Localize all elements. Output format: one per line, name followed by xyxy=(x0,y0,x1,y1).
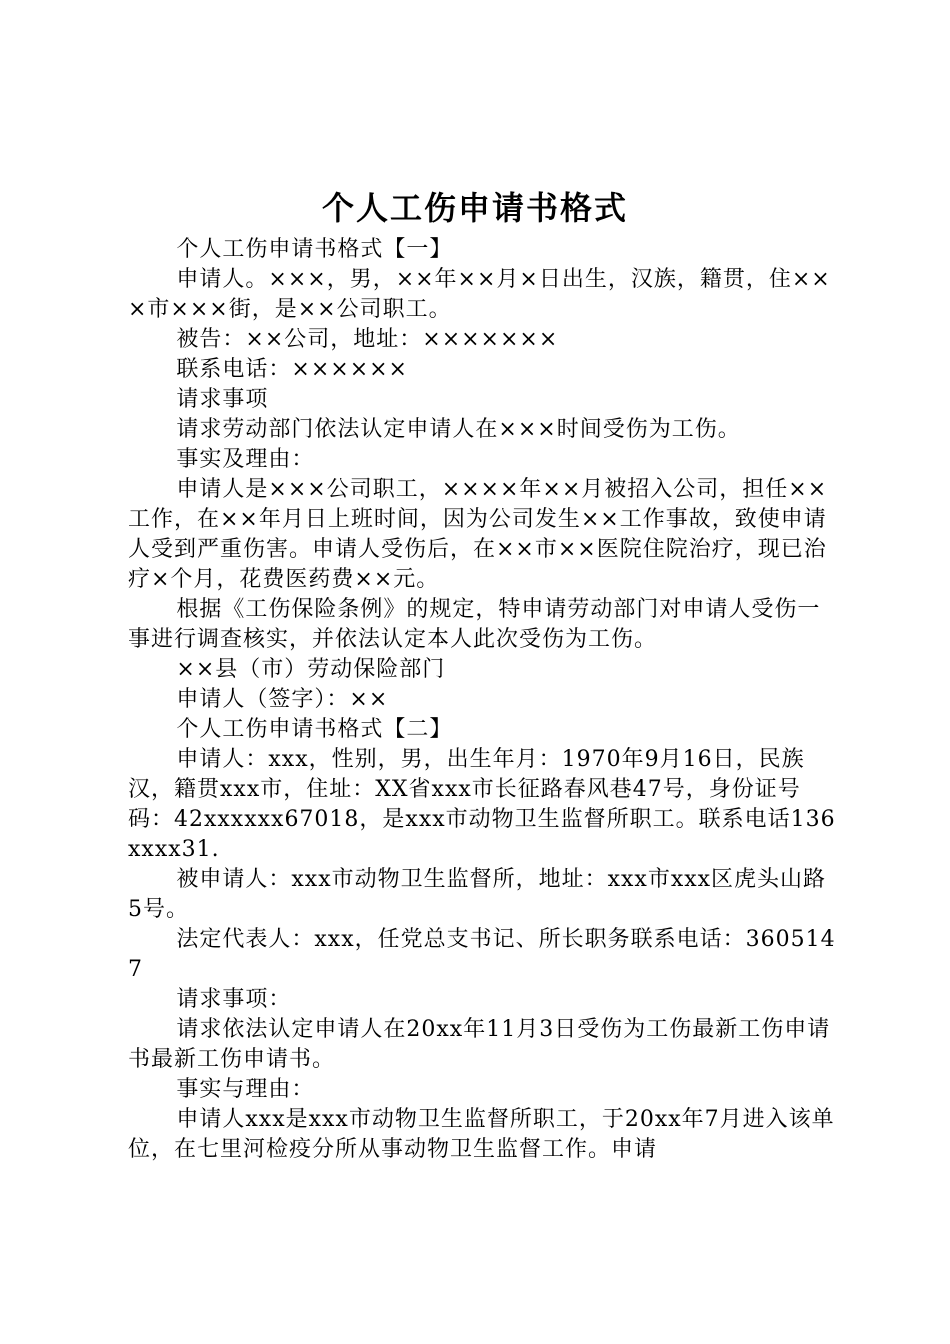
respondent-paragraph: 被申请人：xxx市动物卫生监督所，地址：xxx市xxx区虎头山路5号。 xyxy=(128,867,827,922)
document-title: 个人工伤申请书格式 xyxy=(321,189,628,227)
request-paragraph-two: 请求依法认定申请人在20xx年11月3日受伤为工伤最新工伤申请书最新工伤申请书。 xyxy=(128,1017,831,1072)
legal-rep-paragraph: 法定代表人：xxx，任党总支书记、所长职务联系电话：3605147 xyxy=(128,927,836,982)
basis-paragraph: 根据《工伤保险条例》的规定，特申请劳动部门对申请人受伤一事进行调查核实，并依法认定本人此次受伤为工伤。 xyxy=(128,597,821,652)
phone-paragraph: 联系电话：×××××× xyxy=(176,357,408,382)
applicant-paragraph-two: 申请人：xxx，性别，男，出生年月：1970年9月16日，民族汉，籍贯xxx市，住址：XX省xxx市长征路春风巷47号，身份证号码：42xxxxxx67018，是xxx市动物卫生监督所职工。联系电话136xxxx31. xyxy=(128,747,836,862)
defendant-paragraph: 被告：××公司，地址：××××××× xyxy=(176,327,559,352)
section-heading-two: 个人工伤申请书格式【二】 xyxy=(176,717,453,742)
section-heading-one: 个人工伤申请书格式【一】 xyxy=(176,237,453,262)
document-body xyxy=(128,235,840,1165)
signature-paragraph: 申请人（签字）：×× xyxy=(176,687,389,712)
request-heading-two: 请求事项： xyxy=(176,987,292,1012)
facts-paragraph-two: 申请人xxx是xxx市动物卫生监督所职工，于20xx年7月进入该单位，在七里河检疫分所从事动物卫生监督工作。申请 xyxy=(128,1107,835,1162)
facts-heading: 事实及理由： xyxy=(176,447,315,472)
facts-paragraph: 申请人是×××公司职工，××××年××月被招入公司，担任××工作，在××年月日上班时间，因为公司发生××工作事故，致使申请人受到严重伤害。申请人受伤后，在××市××医院住院治疗，现已治疗×个月，花费医药费××元。 xyxy=(128,477,828,592)
facts-heading-two: 事实与理由： xyxy=(176,1077,315,1102)
applicant-paragraph: 申请人。×××，男，××年××月×日出生，汉族，籍贯，住×××市×××街，是××公司职工。 xyxy=(128,267,831,322)
request-paragraph: 请求劳动部门依法认定申请人在×××时间受伤为工伤。 xyxy=(176,417,741,442)
recipient-paragraph: ××县（市）劳动保险部门 xyxy=(176,657,446,682)
request-heading: 请求事项 xyxy=(176,387,269,412)
